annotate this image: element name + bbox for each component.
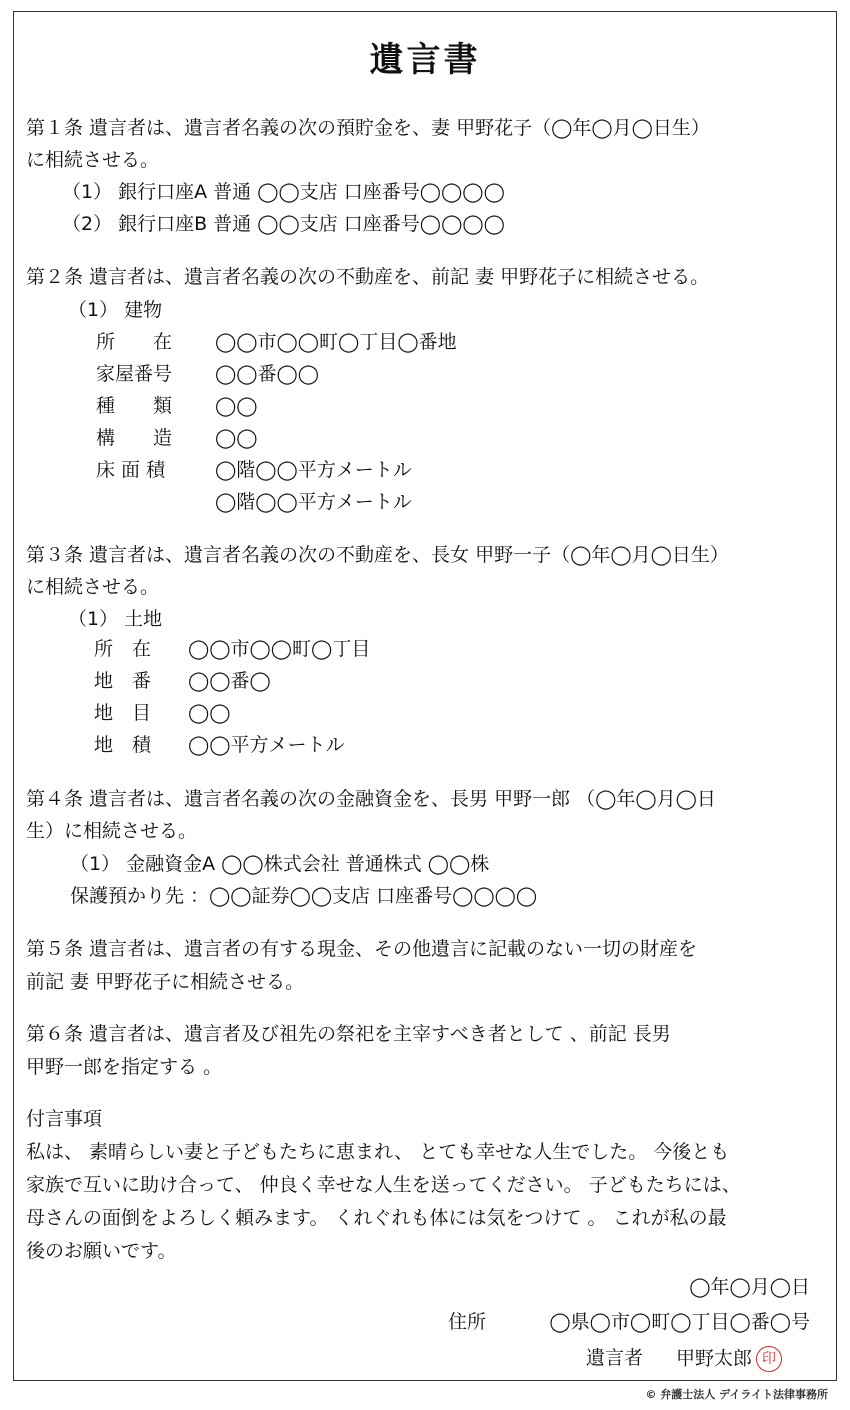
article2-row-value: ◯階◯◯平方メートル — [215, 459, 412, 481]
supplement-line: 家族で互いに助け合って、 仲良く幸せな人生を送ってください。 子どもたちには、 — [26, 1174, 741, 1196]
article3-row-value: ◯◯ — [188, 702, 231, 724]
article3-row-value: ◯◯番◯ — [188, 670, 271, 692]
testator-name: 甲野太郎 — [676, 1347, 753, 1370]
article1-line2: に相続させる。 — [26, 149, 160, 171]
article3-row-label: 所 在 — [94, 638, 152, 660]
copyright-notice: © 弁護士法人 デイライト法律事務所 — [645, 1388, 828, 1401]
article5-line1: 第５条 遺言者は、遺言者の有する現金、その他遺言に記載のない一切の財産を — [26, 938, 698, 960]
article3-line1: 第３条 遺言者は、遺言者名義の次の不動産を、長女 甲野一子（◯年◯月◯日生） — [26, 544, 729, 566]
article6-line2: 甲野一郎を指定する 。 — [26, 1056, 223, 1078]
article6-line1: 第６条 遺言者は、遺言者及び祖先の祭祀を主宰すべき者として 、前記 長男 — [26, 1023, 671, 1045]
article3-row-value: ◯◯平方メートル — [188, 734, 345, 756]
article2-line1: 第２条 遺言者は、遺言者名義の次の不動産を、前記 妻 甲野花子に相続させる。 — [26, 266, 710, 288]
article3-line2: に相続させる。 — [26, 576, 160, 598]
supplement-line: 母さんの面倒をよろしく頼みます。 くれぐれも体には気をつけて 。 これが私の最 — [26, 1207, 727, 1229]
supplement-line: 私は、 素晴らしい妻と子どもたちに恵まれ、 とても幸せな人生でした。 今後とも — [26, 1141, 730, 1163]
article2-item-heading: （1） 建物 — [68, 299, 163, 321]
article2-row-label: 家屋番号 — [96, 363, 173, 385]
seal-stamp-icon: 印 — [756, 1346, 782, 1372]
article2-row-value: ◯階◯◯平方メートル — [215, 491, 412, 513]
testator-name-line — [676, 1346, 782, 1372]
testator-label: 遺言者 — [586, 1347, 644, 1369]
article2-row-label: 所 在 — [96, 331, 173, 353]
article5-line2: 前記 妻 甲野花子に相続させる。 — [26, 971, 305, 993]
article1-item-2: （2） 銀行口座B 普通 ◯◯支店 口座番号◯◯◯◯ — [62, 213, 505, 235]
address-value: ◯県◯市◯町◯丁目◯番◯号 — [549, 1311, 810, 1333]
article4-item-2: 保護預かり先 ：◯◯証券◯◯支店 口座番号◯◯◯◯ — [70, 885, 538, 907]
supplement-heading: 付言事項 — [26, 1108, 103, 1130]
address-label: 住所 — [448, 1311, 487, 1333]
article2-row-value: ◯◯ — [215, 427, 258, 449]
article3-row-label: 地 目 — [94, 702, 152, 724]
article4-item-1: （1） 金融資金A ◯◯株式会社 普通株式 ◯◯株 — [70, 853, 490, 875]
article3-row-label: 地 番 — [94, 670, 152, 692]
article2-row-label: 構 造 — [96, 427, 173, 449]
article3-row-value: ◯◯市◯◯町◯丁目 — [188, 638, 371, 660]
article1-line1: 第１条 遺言者は、遺言者名義の次の預貯金を、妻 甲野花子（◯年◯月◯日生） — [26, 117, 710, 139]
article4-line2: 生）に相続させる。 — [26, 820, 198, 842]
article3-row-label: 地 積 — [94, 734, 152, 756]
article4-line1: 第４条 遺言者は、遺言者名義の次の金融資金を、長男 甲野一郎 （◯年◯月◯日 — [26, 788, 716, 810]
article2-row-label: 種 類 — [96, 395, 173, 417]
document-title: 遺言書 — [369, 40, 481, 80]
article3-item-heading: （1） 土地 — [68, 608, 163, 630]
article2-row-value: ◯◯ — [215, 395, 258, 417]
article2-row-value: ◯◯市◯◯町◯丁目◯番地 — [215, 331, 457, 353]
article1-item-1: （1） 銀行口座A 普通 ◯◯支店 口座番号◯◯◯◯ — [62, 181, 505, 203]
signature-date: ◯年◯月◯日 — [689, 1276, 810, 1298]
article2-row-label: 床 面 積 — [96, 459, 166, 481]
supplement-line: 後のお願いです。 — [26, 1240, 177, 1262]
article2-row-value: ◯◯番◯◯ — [215, 363, 320, 385]
